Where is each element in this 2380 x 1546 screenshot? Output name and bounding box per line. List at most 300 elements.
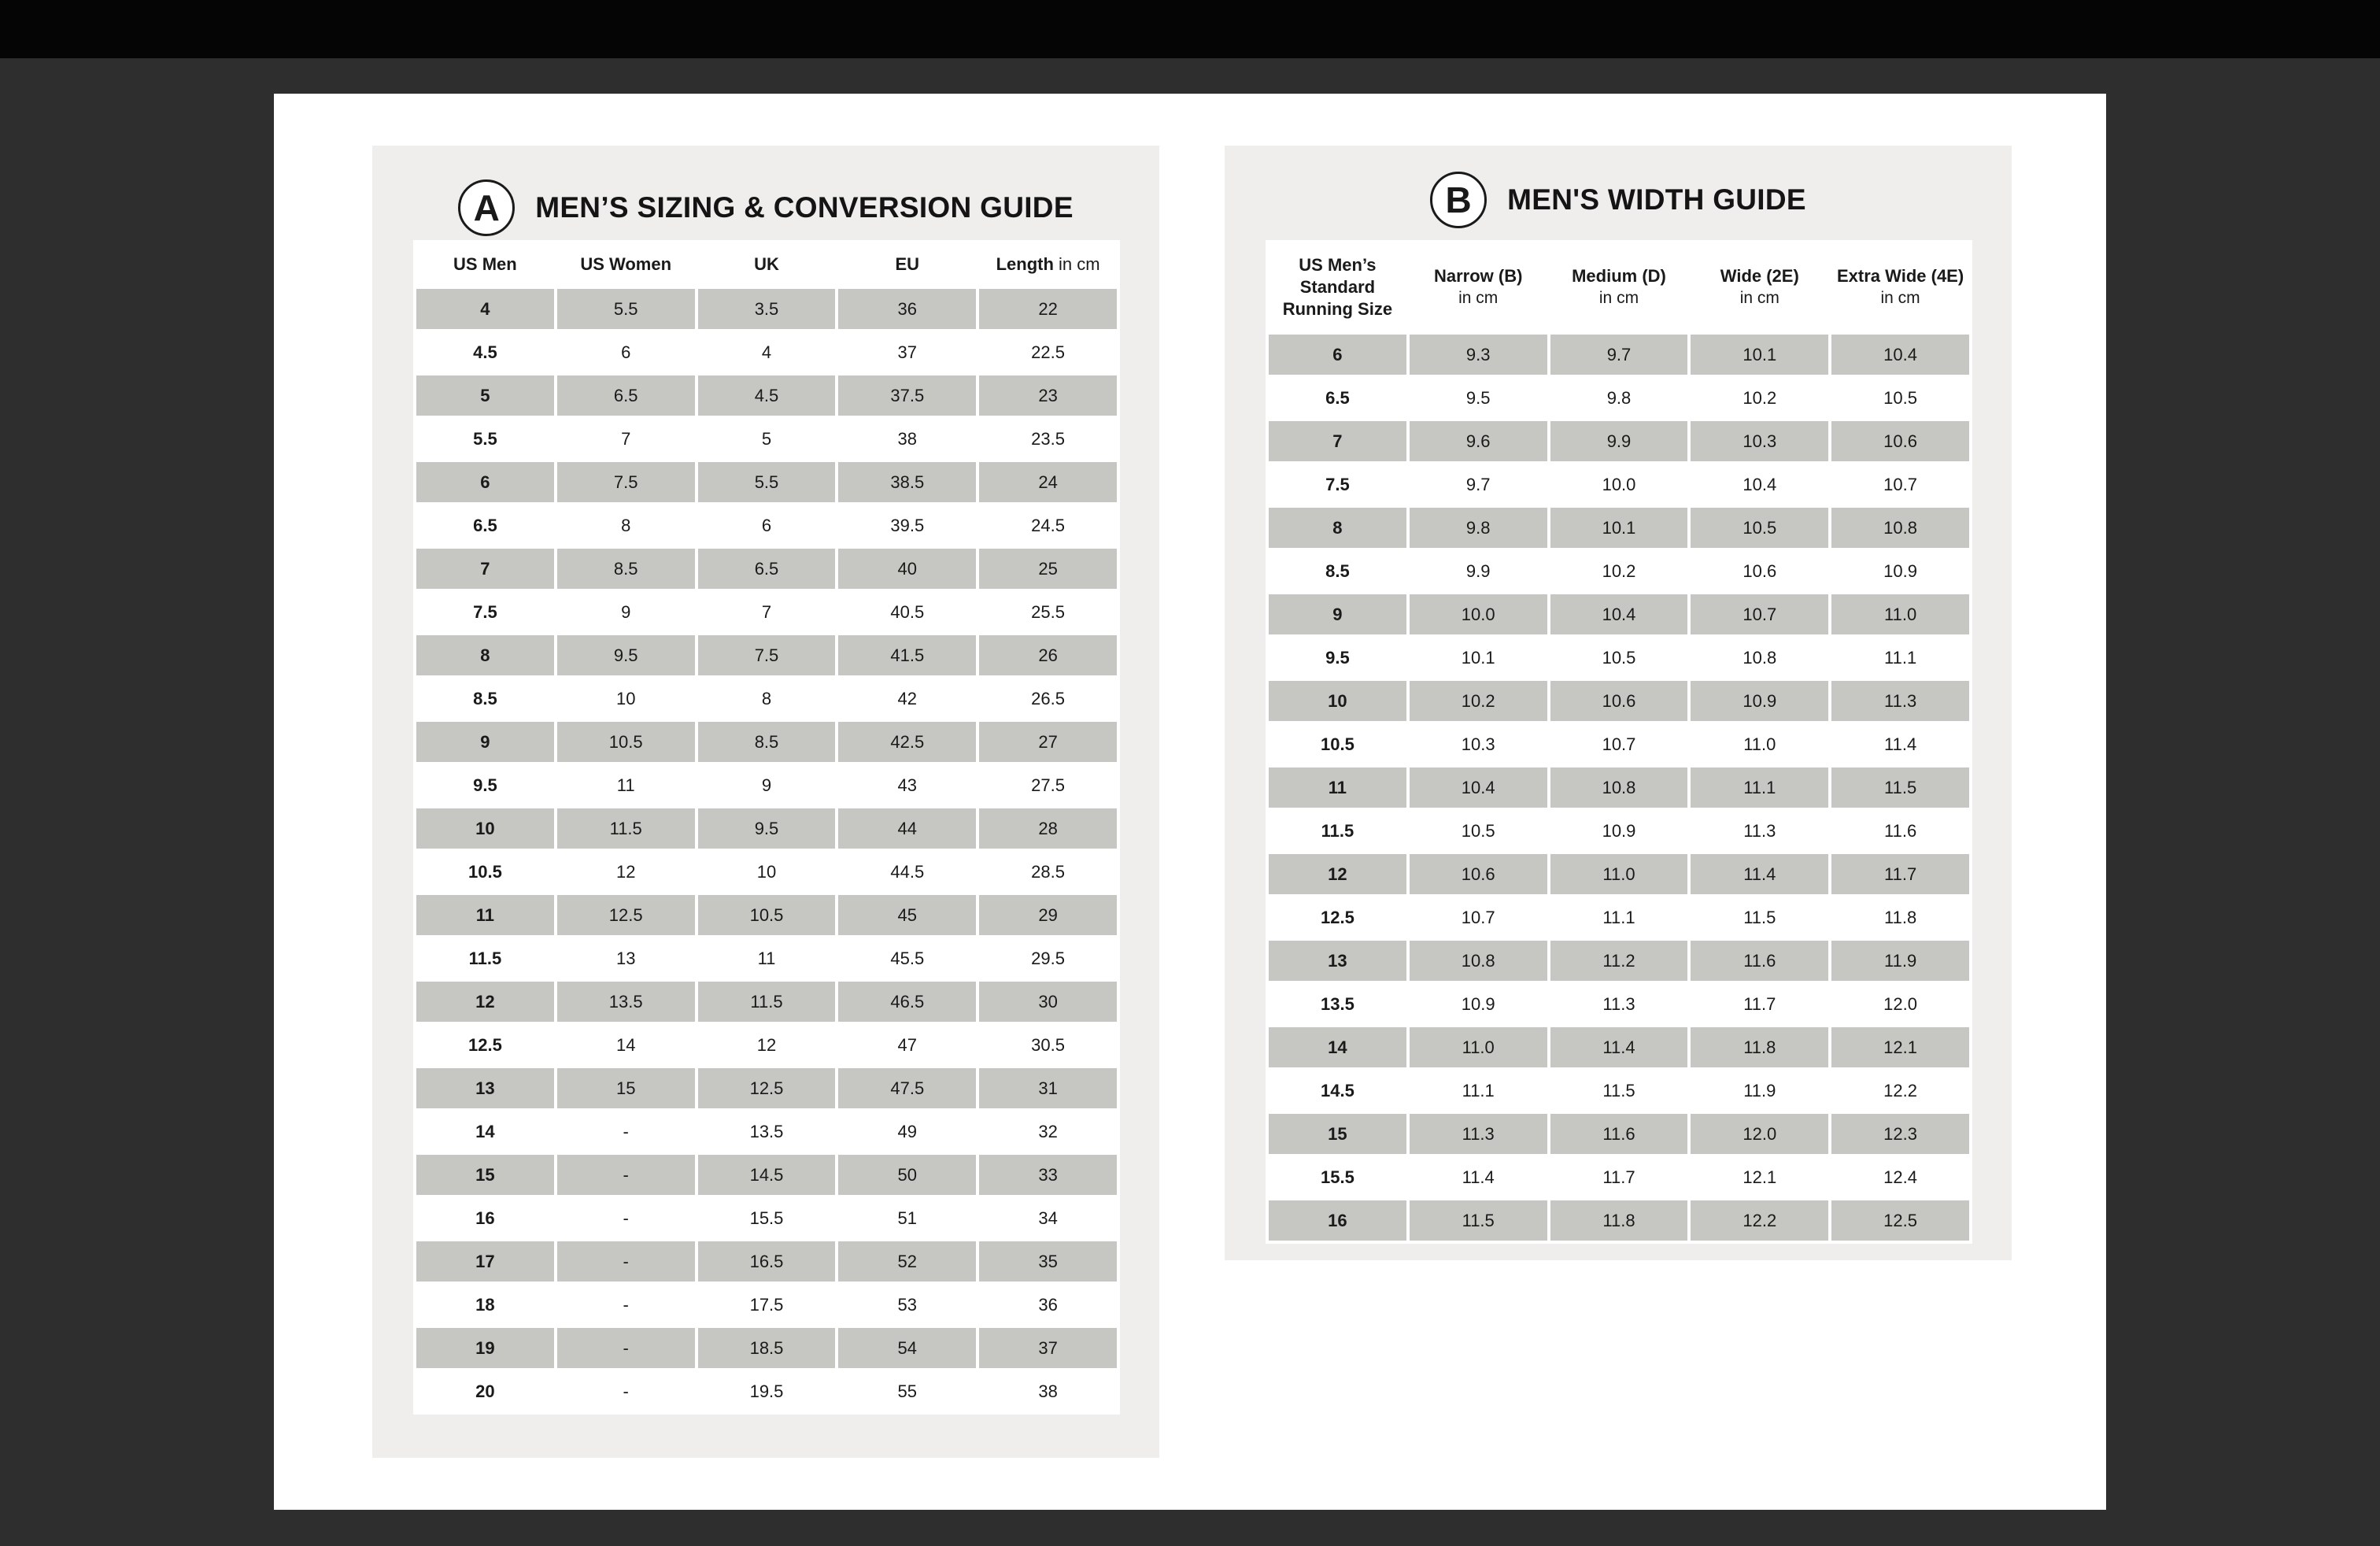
value-cell: 38.5 (838, 462, 976, 502)
value-cell: 10.9 (1602, 820, 1636, 841)
value-cell: 10.6 (1550, 681, 1688, 721)
table-row (416, 852, 1117, 892)
value-cell: 31 (979, 1068, 1117, 1108)
size-cell: 15 (1269, 1114, 1406, 1154)
value-cell: 4 (761, 342, 772, 362)
size-cell: 15.5 (1320, 1167, 1354, 1187)
size-cell: 13 (416, 1068, 554, 1108)
value-cell: 10.9 (1461, 993, 1495, 1014)
table-row (1269, 984, 1969, 1024)
header-unit: in cm (1739, 289, 1779, 307)
size-cell: 11.5 (468, 948, 502, 968)
value-cell: 38 (1038, 1381, 1058, 1401)
value-cell: 28.5 (1031, 861, 1065, 882)
mens-width-guide-panel (1225, 146, 2012, 1260)
header-medium (1550, 243, 1688, 331)
table-row (1269, 1027, 1969, 1067)
value-cell: 10.8 (1550, 767, 1688, 808)
value-cell: 11.8 (1884, 907, 1917, 927)
size-cell: 10.5 (468, 861, 502, 882)
value-cell: 11.8 (1691, 1027, 1828, 1067)
value-cell: 8.5 (557, 549, 695, 589)
size-cell: 4 (416, 289, 554, 329)
table-row (1269, 811, 1969, 851)
value-cell: 37 (979, 1328, 1117, 1368)
table-header-row (416, 243, 1117, 286)
table-row (1269, 1157, 1969, 1197)
size-cell: 14 (1269, 1027, 1406, 1067)
value-cell: 10.2 (1602, 560, 1636, 581)
value-cell: 10.3 (1461, 734, 1495, 754)
header-unit: in cm (1598, 289, 1639, 307)
header-unit: in cm (1458, 289, 1499, 307)
value-cell: 52 (838, 1241, 976, 1282)
value-cell: 10.4 (1410, 767, 1547, 808)
size-cell: 16 (1269, 1200, 1406, 1241)
value-cell: 22.5 (1031, 342, 1065, 362)
value-cell: 38 (897, 428, 918, 449)
value-cell: 45.5 (890, 948, 925, 968)
value-cell: 11 (616, 775, 635, 795)
table-row (416, 1328, 1117, 1368)
size-cell: 6 (416, 462, 554, 502)
size-cell: 10 (1269, 681, 1406, 721)
value-cell: 35 (979, 1241, 1117, 1282)
mens-sizing-conversion-panel (372, 146, 1159, 1458)
table-row (1269, 508, 1969, 548)
table-row (1269, 897, 1969, 938)
value-cell: 9 (621, 601, 631, 622)
value-cell: 47 (897, 1034, 918, 1055)
header-label: EU (895, 254, 920, 274)
header-narrow (1410, 243, 1547, 331)
value-cell: 25 (979, 549, 1117, 589)
size-cell: 6.5 (1325, 387, 1350, 408)
panel-b-header (1225, 157, 2012, 243)
header-unit: in cm (1053, 254, 1100, 274)
value-cell: 9.5 (698, 808, 836, 849)
header-label: Medium (D) (1572, 266, 1666, 286)
header-label: UK (754, 254, 779, 274)
width-guide-table (1266, 240, 1972, 1244)
table-row (416, 332, 1117, 372)
value-cell: 12.0 (1691, 1114, 1828, 1154)
table-row (416, 1111, 1117, 1152)
top-bar (0, 0, 2380, 58)
value-cell: 12 (615, 861, 636, 882)
value-cell: 27.5 (1031, 775, 1065, 795)
value-cell: 11.5 (1743, 907, 1776, 927)
value-cell: 12.4 (1883, 1167, 1917, 1187)
value-cell: 6.5 (557, 375, 695, 416)
value-cell: 10.5 (1602, 647, 1636, 668)
value-cell: 5.5 (698, 462, 836, 502)
table-row (416, 679, 1117, 719)
header-extra-wide (1831, 243, 1969, 331)
value-cell: 29.5 (1031, 948, 1065, 968)
size-cell: 4.5 (473, 342, 497, 362)
size-cell: 7 (1269, 421, 1406, 461)
value-cell: 46.5 (838, 982, 976, 1022)
table-row (416, 938, 1117, 978)
value-cell: - (623, 1121, 629, 1141)
value-cell: 8.5 (698, 722, 836, 762)
header-label: US Men (453, 254, 517, 274)
value-cell: 5.5 (557, 289, 695, 329)
value-cell: 10.8 (1410, 941, 1547, 981)
value-cell: 11.4 (1462, 1167, 1495, 1187)
value-cell: 26 (979, 635, 1117, 675)
value-cell: 6 (621, 342, 631, 362)
size-cell: 20 (475, 1381, 495, 1401)
value-cell: 12.3 (1831, 1114, 1969, 1154)
size-cell: 15 (416, 1155, 554, 1195)
value-cell: 16.5 (698, 1241, 836, 1282)
value-cell: 11 (757, 948, 776, 968)
table-row (1269, 767, 1969, 808)
size-cell: 7.5 (1325, 474, 1350, 494)
table-row (1269, 1114, 1969, 1154)
value-cell: 10.4 (1743, 474, 1777, 494)
header-uk (698, 243, 836, 286)
table-row (416, 722, 1117, 762)
value-cell: 30.5 (1031, 1034, 1065, 1055)
size-cell: 5 (416, 375, 554, 416)
size-cell: 14 (475, 1121, 495, 1141)
value-cell: 42.5 (838, 722, 976, 762)
value-cell: 17.5 (749, 1294, 784, 1315)
value-cell: 10.4 (1550, 594, 1688, 634)
value-cell: - (557, 1155, 695, 1195)
value-cell: 10.0 (1602, 474, 1636, 494)
value-cell: 7 (621, 428, 631, 449)
value-cell: 11.4 (1550, 1027, 1688, 1067)
value-cell: 14 (615, 1034, 636, 1055)
table-header-row (1269, 243, 1969, 331)
value-cell: 12 (756, 1034, 777, 1055)
value-cell: 26.5 (1031, 688, 1065, 708)
table-row (1269, 638, 1969, 678)
value-cell: 11.5 (698, 982, 836, 1022)
value-cell: 11.4 (1691, 854, 1828, 894)
size-cell: 8 (416, 635, 554, 675)
value-cell: 12.5 (557, 895, 695, 935)
value-cell: 9.8 (1410, 508, 1547, 548)
size-cell: 7.5 (473, 601, 497, 622)
value-cell: 10 (615, 688, 636, 708)
value-cell: 8 (761, 688, 772, 708)
size-cell: 19 (416, 1328, 554, 1368)
size-cell: 13 (1269, 941, 1406, 981)
size-cell: 5.5 (473, 428, 497, 449)
size-cell: 13.5 (1320, 993, 1354, 1014)
value-cell: 11.2 (1550, 941, 1688, 981)
header-label: Standard (1299, 277, 1376, 297)
value-cell: 10.7 (1461, 907, 1495, 927)
size-cell: 14.5 (1320, 1080, 1354, 1100)
value-cell: 10.1 (1550, 508, 1688, 548)
value-cell: 10.7 (1602, 734, 1636, 754)
size-cell: 11.5 (1321, 820, 1354, 841)
value-cell: 10.1 (1461, 647, 1495, 668)
value-cell: 18.5 (698, 1328, 836, 1368)
value-cell: 34 (1038, 1208, 1058, 1228)
value-cell: 13 (615, 948, 636, 968)
value-cell: 36 (838, 289, 976, 329)
table-row (1269, 594, 1969, 634)
value-cell: 10.7 (1691, 594, 1828, 634)
size-cell: 8.5 (473, 688, 497, 708)
value-cell: 15.5 (749, 1208, 784, 1228)
value-cell: 10.7 (1883, 474, 1917, 494)
value-cell: 10.2 (1743, 387, 1777, 408)
value-cell: 10.9 (1691, 681, 1828, 721)
header-label: US Men’s (1299, 255, 1377, 275)
table-row (416, 419, 1117, 459)
value-cell: 11.1 (1462, 1080, 1495, 1100)
header-us-women (557, 243, 695, 286)
value-cell: 10.6 (1410, 854, 1547, 894)
panel-a-header (372, 165, 1159, 251)
table-row (1269, 551, 1969, 591)
value-cell: 41.5 (838, 635, 976, 675)
value-cell: 10.6 (1743, 560, 1777, 581)
value-cell: 7.5 (698, 635, 836, 675)
value-cell: 9.9 (1465, 560, 1491, 581)
table-row (416, 1155, 1117, 1195)
value-cell: 24.5 (1031, 515, 1065, 535)
value-cell: 3.5 (698, 289, 836, 329)
table-row (416, 549, 1117, 589)
value-cell: 9.3 (1410, 335, 1547, 375)
header-wide (1691, 243, 1828, 331)
value-cell: 24 (979, 462, 1117, 502)
value-cell: 15 (557, 1068, 695, 1108)
header-label: Running Size (1282, 299, 1393, 319)
header-label: Extra Wide (4E) (1837, 266, 1964, 286)
value-cell: 45 (838, 895, 976, 935)
value-cell: 4.5 (698, 375, 836, 416)
section-badge-b: B (1430, 172, 1487, 228)
value-cell: 11.9 (1743, 1080, 1776, 1100)
value-cell: 12.0 (1883, 993, 1917, 1014)
value-cell: 9.5 (557, 635, 695, 675)
value-cell: 7.5 (557, 462, 695, 502)
value-cell: 11.5 (1831, 767, 1969, 808)
size-cell: 17 (416, 1241, 554, 1282)
value-cell: 10.4 (1831, 335, 1969, 375)
table-row (416, 982, 1117, 1022)
value-cell: 11.4 (1884, 734, 1917, 754)
value-cell: 47.5 (838, 1068, 976, 1108)
header-label: US Women (580, 254, 672, 274)
value-cell: - (623, 1208, 629, 1228)
size-cell: 9.5 (473, 775, 497, 795)
value-cell: 6 (761, 515, 772, 535)
table-row (416, 765, 1117, 805)
value-cell: 10.8 (1831, 508, 1969, 548)
value-cell: 25.5 (1031, 601, 1065, 622)
value-cell: 10.8 (1743, 647, 1777, 668)
value-cell: 10.2 (1410, 681, 1547, 721)
value-cell: 13.5 (557, 982, 695, 1022)
value-cell: 8 (621, 515, 631, 535)
value-cell: 11.7 (1743, 993, 1776, 1014)
size-cell: 7 (416, 549, 554, 589)
value-cell: 12.1 (1831, 1027, 1969, 1067)
value-cell: 43 (897, 775, 918, 795)
value-cell: 11.7 (1602, 1167, 1635, 1187)
value-cell: 19.5 (749, 1381, 784, 1401)
value-cell: 54 (838, 1328, 976, 1368)
value-cell: 10.5 (1883, 387, 1917, 408)
value-cell: 5 (761, 428, 772, 449)
size-cell: 18 (475, 1294, 495, 1315)
value-cell: 11.5 (1410, 1200, 1547, 1241)
value-cell: 37.5 (838, 375, 976, 416)
value-cell: 22 (979, 289, 1117, 329)
size-cell: 12 (1269, 854, 1406, 894)
size-cell: 6.5 (473, 515, 497, 535)
value-cell: 23.5 (1031, 428, 1065, 449)
value-cell: 28 (979, 808, 1117, 849)
value-cell: 27 (979, 722, 1117, 762)
size-cell: 10.5 (1320, 734, 1354, 754)
value-cell: 9.5 (1465, 387, 1491, 408)
header-label: Narrow (B) (1433, 266, 1523, 286)
table-row (1269, 378, 1969, 418)
sizing-conversion-table (413, 240, 1120, 1415)
value-cell: 55 (897, 1381, 918, 1401)
header-label: Length (996, 254, 1054, 274)
value-cell: 44.5 (890, 861, 925, 882)
value-cell: 39.5 (890, 515, 925, 535)
header-unit: in cm (1880, 289, 1920, 307)
value-cell: 11.9 (1831, 941, 1969, 981)
value-cell: 11.7 (1831, 854, 1969, 894)
value-cell: 11.1 (1602, 907, 1635, 927)
table-row (416, 635, 1117, 675)
size-cell: 12.5 (1320, 907, 1354, 927)
size-cell: 8.5 (1325, 560, 1350, 581)
size-cell: 9 (1269, 594, 1406, 634)
table-row (416, 462, 1117, 502)
value-cell: 12.2 (1691, 1200, 1828, 1241)
table-row (1269, 335, 1969, 375)
value-cell: 11.5 (1602, 1080, 1635, 1100)
value-cell: 30 (979, 982, 1117, 1022)
table-row (416, 375, 1117, 416)
value-cell: - (623, 1294, 629, 1315)
value-cell: 36 (1038, 1294, 1058, 1315)
value-cell: 10.1 (1691, 335, 1828, 375)
table-row (416, 1068, 1117, 1108)
table-row (1269, 1071, 1969, 1111)
header-eu (838, 243, 976, 286)
value-cell: 10.3 (1691, 421, 1828, 461)
value-cell: 12.1 (1743, 1167, 1777, 1187)
section-badge-a: A (458, 179, 515, 236)
value-cell: 10.6 (1831, 421, 1969, 461)
value-cell: 23 (979, 375, 1117, 416)
value-cell: 10.5 (1691, 508, 1828, 548)
value-cell: 12.5 (1831, 1200, 1969, 1241)
size-cell: 11 (416, 895, 554, 935)
value-cell: 9.7 (1465, 474, 1491, 494)
value-cell: 49 (897, 1121, 918, 1141)
header-us-mens-running-size (1269, 243, 1406, 331)
value-cell: 11.0 (1831, 594, 1969, 634)
size-cell: 9.5 (1325, 647, 1350, 668)
value-cell: - (557, 1241, 695, 1282)
value-cell: - (557, 1328, 695, 1368)
value-cell: 44 (838, 808, 976, 849)
table-row (1269, 421, 1969, 461)
value-cell: 11.3 (1743, 820, 1776, 841)
value-cell: 13.5 (749, 1121, 784, 1141)
value-cell: 10.5 (698, 895, 836, 935)
table-row (416, 895, 1117, 935)
size-cell: 12.5 (468, 1034, 502, 1055)
panel-a-title: MEN’S SIZING & CONVERSION GUIDE (535, 191, 1074, 224)
value-cell: 29 (979, 895, 1117, 935)
table-row (1269, 1200, 1969, 1241)
value-cell: 11.3 (1831, 681, 1969, 721)
value-cell: 33 (979, 1155, 1117, 1195)
table-row (1269, 724, 1969, 764)
value-cell: 9 (761, 775, 772, 795)
value-cell: 11.0 (1550, 854, 1688, 894)
value-cell: 11.0 (1743, 734, 1776, 754)
value-cell: 9.9 (1550, 421, 1688, 461)
panel-b-title: MEN'S WIDTH GUIDE (1507, 183, 1806, 216)
table-row (416, 1198, 1117, 1238)
table-row (1269, 941, 1969, 981)
size-cell: 16 (475, 1208, 495, 1228)
value-cell: 7 (761, 601, 772, 622)
value-cell: 32 (1038, 1121, 1058, 1141)
table-row (416, 1371, 1117, 1411)
value-cell: 40.5 (890, 601, 925, 622)
table-row (416, 808, 1117, 849)
value-cell: 40 (838, 549, 976, 589)
header-label: Wide (2E) (1720, 266, 1799, 286)
table-row (1269, 854, 1969, 894)
value-cell: 9.7 (1550, 335, 1688, 375)
value-cell: 11.1 (1884, 647, 1917, 668)
table-row (416, 1285, 1117, 1325)
value-cell: 11.6 (1691, 941, 1828, 981)
value-cell: 11.6 (1884, 820, 1917, 841)
size-cell: 10 (416, 808, 554, 849)
value-cell: 9.6 (1410, 421, 1547, 461)
size-cell: 8 (1269, 508, 1406, 548)
size-cell: 12 (416, 982, 554, 1022)
table-row (1269, 464, 1969, 505)
value-cell: 11.3 (1410, 1114, 1547, 1154)
value-cell: 11.3 (1602, 993, 1635, 1014)
header-us-men (416, 243, 554, 286)
table-row (416, 1241, 1117, 1282)
size-cell: 6 (1269, 335, 1406, 375)
value-cell: 12.5 (698, 1068, 836, 1108)
value-cell: 11.6 (1550, 1114, 1688, 1154)
value-cell: 11.1 (1691, 767, 1828, 808)
value-cell: 10.5 (557, 722, 695, 762)
size-cell: 11 (1269, 767, 1406, 808)
value-cell: 14.5 (698, 1155, 836, 1195)
value-cell: 11.5 (557, 808, 695, 849)
